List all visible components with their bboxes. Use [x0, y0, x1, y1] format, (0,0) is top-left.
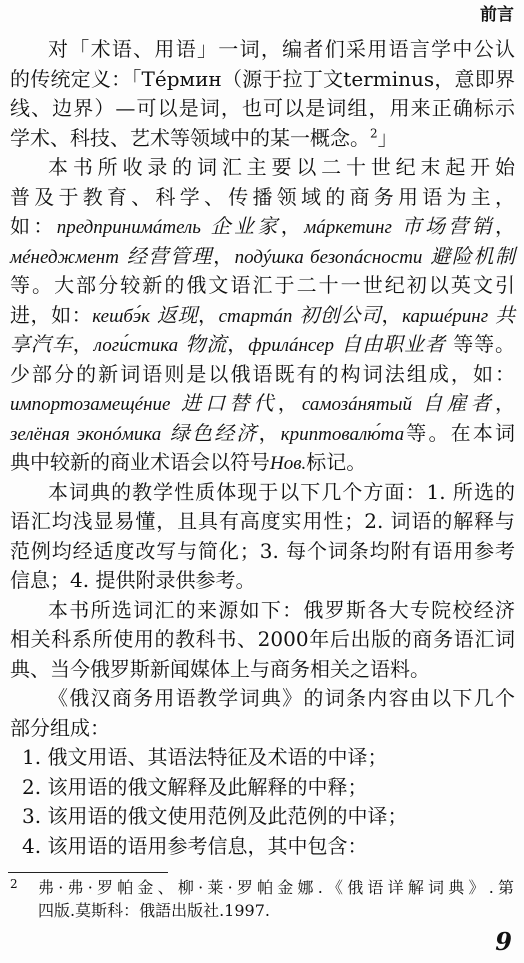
- text-run: 本书所收录的词汇主要以二十世纪末起开始: [48, 155, 515, 179]
- russian-term: кешбэ́к: [92, 305, 150, 327]
- page-number: 9: [495, 927, 512, 956]
- chinese-gloss: 经营管理: [118, 243, 214, 268]
- chinese-gloss: 自由职业者: [334, 332, 446, 356]
- footnote: [10, 876, 514, 922]
- text-run: ，: [495, 214, 516, 238]
- russian-term: каршéринг: [402, 305, 489, 327]
- russian-term: логи́стика: [93, 335, 179, 356]
- text-line: [10, 330, 515, 360]
- text-run: 1. 俄文用语、其语法特征及术语的中译；: [22, 745, 388, 769]
- text-run: 的传统定义：「Тéрмин（源于拉丁文terminus，意即界: [10, 66, 515, 91]
- text-run: 等。大部分较新的俄文语汇于二十一世纪初以英文引: [10, 273, 515, 297]
- chinese-gloss: 自雇者: [411, 391, 496, 415]
- text-run: ，: [277, 391, 302, 415]
- russian-term: мáркетинг: [304, 217, 392, 238]
- text-run: 如：: [10, 214, 57, 238]
- text-run: 典中较新的商业术语会以符号: [10, 450, 270, 474]
- text-line: [10, 35, 515, 65]
- text-run: ，: [258, 420, 281, 445]
- text-run: ，: [213, 243, 235, 268]
- russian-term: Нов.: [270, 453, 307, 474]
- numbered-list: [10, 743, 515, 861]
- chinese-gloss: 物流: [178, 332, 228, 356]
- paragraph: [10, 35, 515, 153]
- russian-term: криптовалю́та: [280, 423, 405, 445]
- text-run: ，: [495, 391, 516, 415]
- text-line: [10, 537, 515, 567]
- chinese-gloss: 享汽车: [10, 332, 73, 356]
- chinese-gloss: 进口替代: [170, 391, 278, 415]
- paragraph: [10, 478, 515, 596]
- text-run: 信息；4. 提供附录供参考。: [10, 568, 256, 592]
- text-line: [10, 566, 515, 596]
- russian-term: зелёная эконóмика: [10, 423, 162, 445]
- text-run: 」: [377, 125, 398, 150]
- russian-term: подýшка безопáсности: [234, 246, 423, 268]
- text-run: 进，如：: [10, 302, 93, 327]
- text-run: 范例均经适度改写与简化；3. 每个词条均附有语用参考: [10, 538, 515, 563]
- text-run: ，: [198, 302, 219, 327]
- text-line: [10, 301, 515, 331]
- running-header: 前言: [480, 5, 514, 25]
- russian-term: стартáп: [218, 305, 293, 327]
- text-run: 普及于教育、科学、传播领域的商务用语为主，: [10, 184, 515, 209]
- text-line: [10, 271, 515, 301]
- text-run: 等。在本词: [404, 420, 516, 445]
- chinese-gloss: 返现: [149, 302, 198, 327]
- text-line: [10, 625, 515, 655]
- russian-term: фрилáнсер: [248, 335, 335, 356]
- list-item: [10, 832, 515, 862]
- chinese-gloss: 共: [488, 302, 516, 327]
- text-line: [10, 153, 515, 183]
- list-item: [10, 773, 515, 803]
- text-run: 对「术语、用语」一词，编者们采用语言学中公认: [48, 37, 515, 61]
- text-line: [10, 478, 515, 508]
- text-line: [10, 596, 515, 626]
- text-line: [10, 124, 515, 154]
- chinese-gloss: 绿色经济: [161, 420, 259, 445]
- text-run: 2. 该用语的俄文解释及此解释的中释；: [22, 774, 368, 799]
- text-line: [10, 419, 515, 449]
- footnote-ref: 2: [370, 125, 378, 140]
- russian-term: мéнеджмент: [10, 246, 119, 268]
- text-run: 3. 该用语的俄文使用范例及此范例的中译；: [22, 804, 408, 828]
- text-line: [10, 389, 515, 419]
- text-run: 本词典的教学性质体现于以下几个方面：1. 所选的: [48, 479, 515, 504]
- text-line: [10, 684, 515, 714]
- text-line: [10, 212, 515, 242]
- text-run: 学术、科技、艺术等领域中的某一概念。: [10, 125, 370, 150]
- text-line: [10, 183, 515, 213]
- text-line: [10, 94, 515, 124]
- russian-term: самозáнятый: [301, 394, 412, 415]
- footnote-line: 四版.莫斯科：俄語出版社.1997.: [38, 901, 270, 920]
- text-run: 语汇均浅显易懂，且具有高度实用性；2. 词语的解释与: [10, 509, 515, 533]
- text-run: 标记。: [306, 450, 367, 474]
- text-line: [10, 714, 515, 744]
- text-run: 少部分的新词语则是以俄语既有的构词法组成，如：: [10, 361, 515, 386]
- text-line: [10, 448, 515, 478]
- text-line: [10, 242, 515, 272]
- paragraph: [10, 153, 515, 478]
- chinese-gloss: 避险机制: [422, 243, 516, 268]
- text-run: 4. 该用语的语用参考信息，其中包含：: [22, 833, 368, 858]
- chinese-gloss: 初创公司: [292, 302, 382, 327]
- text-line: [10, 360, 515, 390]
- text-run: 典、当今俄罗斯新闻媒体上与商务相关之语料。: [10, 656, 430, 681]
- text-run: 相关科系所使用的教科书、2000年后出版的商务语汇词: [10, 627, 515, 651]
- text-run: 等等。: [445, 332, 516, 356]
- text-line: [10, 655, 515, 685]
- text-run: ，: [381, 302, 403, 327]
- body-text: [10, 35, 515, 861]
- footnote-rule: [8, 872, 168, 873]
- text-run: ，: [72, 332, 94, 356]
- russian-term: импортозамещéние: [10, 394, 171, 415]
- text-line: [10, 65, 515, 95]
- list-item: [10, 802, 515, 832]
- paragraph: [10, 684, 515, 743]
- text-run: 部分组成：: [10, 715, 110, 740]
- footnote-marker: 2: [10, 877, 18, 891]
- text-line: [10, 507, 515, 537]
- text-run: ，: [280, 214, 305, 238]
- text-run: 《俄汉商务用语教学词典》的词条内容由以下几个: [48, 686, 515, 710]
- footnote-line: 弗·弗·罗帕金、柳·莱·罗帕金娜.《俄语详解词典》.第: [38, 878, 514, 897]
- text-run: ，: [227, 332, 249, 356]
- chinese-gloss: 企业家: [200, 214, 281, 238]
- text-run: 线、边界）—可以是词，也可以是词组，用来正确标示: [10, 96, 515, 120]
- list-item: [10, 743, 515, 773]
- paragraph: [10, 596, 515, 685]
- text-run: 本书所选词汇的来源如下：俄罗斯各大专院校经济: [48, 597, 515, 622]
- chinese-gloss: 市场营销: [391, 214, 496, 238]
- footnote-text: [38, 876, 514, 922]
- russian-term: предпринимáтель: [56, 217, 201, 238]
